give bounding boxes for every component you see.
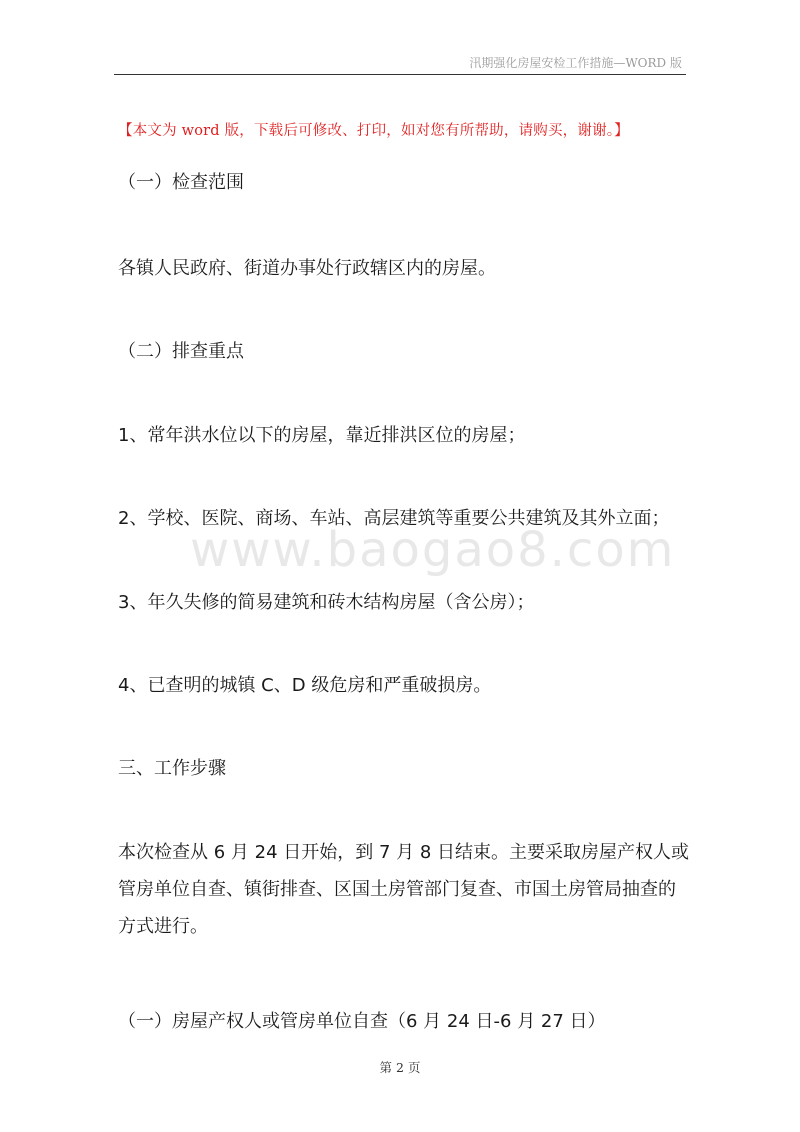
list-item-1: 1、常年洪水位以下的房屋，靠近排洪区位的房屋；	[118, 425, 526, 446]
page-number: 第 2 页	[379, 1060, 421, 1075]
running-header: 汛期强化房屋安检工作措施—WORD 版	[469, 56, 682, 70]
list-item-4: 4、已查明的城镇 C、D 级危房和严重破损房。	[118, 675, 492, 696]
paragraph-steps: 本次检查从 6 月 24 日开始，到 7 月 8 日结束。主要采取房屋产权人或管房单位自查、镇街排查、区国土房管部门复查、市国土房管局抽查的方式进行。	[118, 842, 690, 937]
header-divider	[114, 74, 686, 75]
paragraph-scope: 各镇人民政府、街道办事处行政辖区内的房屋。	[118, 258, 496, 279]
section-heading-self-check: （一）房屋产权人或管房单位自查（6 月 24 日-6 月 27 日）	[118, 1011, 606, 1032]
list-item-3: 3、年久失修的简易建筑和砖木结构房屋（含公房）；	[118, 592, 535, 613]
purchase-notice: 【本文为 word 版，下载后可修改、打印，如对您有所帮助，请购买，谢谢。】	[118, 123, 629, 139]
section-heading-scope: （一）检查范围	[118, 172, 244, 193]
section-heading-focus: （二）排查重点	[118, 341, 244, 362]
list-item-2: 2、学校、医院、商场、车站、高层建筑等重要公共建筑及其外立面；	[118, 508, 670, 529]
section-heading-steps: 三、工作步骤	[118, 758, 226, 779]
watermark: www.baogao8.com	[190, 522, 676, 578]
